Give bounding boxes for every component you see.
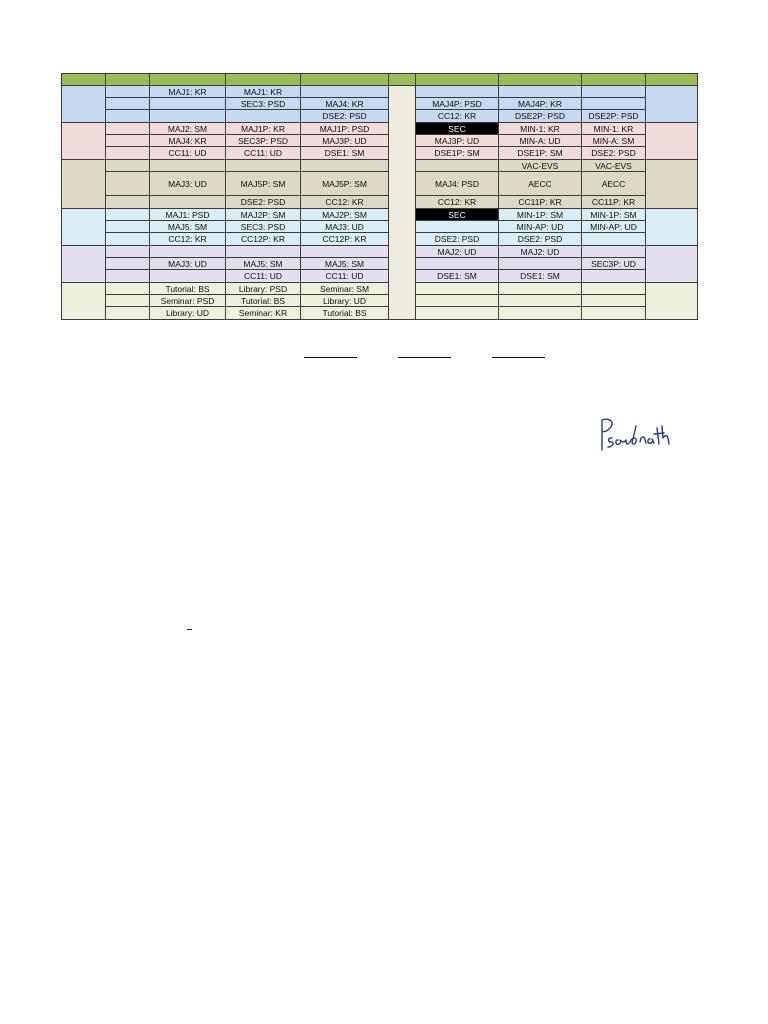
class-cell [106, 270, 150, 283]
end-cell [646, 160, 698, 209]
subject-cell: CC12P: KR [226, 233, 301, 246]
subject-cell: DSE2: PSD [301, 110, 389, 123]
subject-cell: MIN-1: KR [582, 123, 646, 135]
class-cell [106, 86, 150, 98]
signature-line-2 [398, 357, 451, 358]
subject-cell [499, 86, 582, 98]
header-cell-period-4 [416, 74, 499, 86]
class-cell [106, 160, 150, 172]
header-cell-period-3 [301, 74, 389, 86]
subject-cell: MAJ3P: UD [301, 135, 389, 147]
stray-mark [187, 629, 192, 630]
subject-cell [499, 283, 582, 295]
subject-cell: SEC3P: UD [582, 258, 646, 270]
table-row [62, 135, 698, 147]
subject-cell [416, 295, 499, 307]
routine-body [62, 74, 698, 320]
subject-cell: AECC [499, 172, 582, 196]
subject-cell: MIN-AP: UD [582, 221, 646, 233]
day-cell [62, 160, 106, 209]
recess-column [389, 74, 416, 86]
subject-cell: VAC-EVS [582, 160, 646, 172]
subject-cell: DSE2: PSD [226, 196, 301, 209]
subject-cell: Tutorial: BS [226, 295, 301, 307]
subject-cell: DSE2P: PSD [582, 110, 646, 123]
subject-cell: Seminar: PSD [150, 295, 226, 307]
class-cell [106, 258, 150, 270]
subject-cell [416, 307, 499, 320]
day-cell [62, 283, 106, 320]
subject-cell: SEC3: PSD [226, 98, 301, 110]
subject-cell [582, 98, 646, 110]
subject-cell: VAC-EVS [499, 160, 582, 172]
subject-cell [582, 270, 646, 283]
subject-cell: DSE1P: SM [416, 147, 499, 160]
header-cell-period-6 [582, 74, 646, 86]
subject-cell: MAJ5P: SM [301, 172, 389, 196]
subject-cell [226, 110, 301, 123]
subject-cell: AECC [582, 172, 646, 196]
subject-cell: Seminar: KR [226, 307, 301, 320]
handwritten-signature [596, 416, 700, 456]
subject-cell: MAJ2P: SM [301, 209, 389, 221]
end-cell [646, 283, 698, 320]
class-cell [106, 123, 150, 135]
subject-cell: DSE1: SM [499, 270, 582, 283]
class-cell [106, 110, 150, 123]
subject-cell: MAJ5: SM [226, 258, 301, 270]
class-cell [106, 221, 150, 233]
class-cell [106, 147, 150, 160]
subject-cell [226, 246, 301, 258]
subject-cell: DSE2: PSD [416, 233, 499, 246]
subject-cell: SEC [416, 209, 499, 221]
table-row [62, 233, 698, 246]
subject-cell [150, 196, 226, 209]
subject-cell: DSE2P: PSD [499, 110, 582, 123]
subject-cell: MAJ1: KR [150, 86, 226, 98]
subject-cell: MAJ4: KR [150, 135, 226, 147]
subject-cell: MAJ4P: PSD [416, 98, 499, 110]
subject-cell: SEC3P: PSD [226, 135, 301, 147]
subject-cell [416, 283, 499, 295]
class-cell [106, 209, 150, 221]
subject-cell: Tutorial: BS [150, 283, 226, 295]
table-row [62, 98, 698, 110]
header-cell-class [106, 74, 150, 86]
class-routine-table [61, 73, 698, 320]
subject-cell: MAJ4P: KR [499, 98, 582, 110]
subject-cell: Library: UD [301, 295, 389, 307]
subject-cell [301, 246, 389, 258]
subject-cell: CC11: UD [301, 270, 389, 283]
subject-cell [582, 246, 646, 258]
class-cell [106, 295, 150, 307]
subject-cell: MAJ3P: UD [416, 135, 499, 147]
subject-cell [416, 160, 499, 172]
subject-cell [301, 86, 389, 98]
subject-cell [499, 295, 582, 307]
subject-cell: Tutorial: BS [301, 307, 389, 320]
table-row [62, 209, 698, 221]
end-cell [646, 86, 698, 123]
subject-cell: MAJ2P: SM [226, 209, 301, 221]
subject-cell [582, 233, 646, 246]
class-cell [106, 233, 150, 246]
class-cell [106, 196, 150, 209]
header-row [62, 74, 698, 86]
table-row [62, 270, 698, 283]
table-row [62, 196, 698, 209]
table-row [62, 307, 698, 320]
header-cell-period-5 [499, 74, 582, 86]
subject-cell: DSE2: PSD [582, 147, 646, 160]
table-row [62, 110, 698, 123]
subject-cell: DSE1: SM [416, 270, 499, 283]
subject-cell: CC12: KR [416, 196, 499, 209]
subject-cell: DSE1P: SM [499, 147, 582, 160]
day-cell [62, 86, 106, 123]
subject-cell: MIN-1P: SM [582, 209, 646, 221]
subject-cell: DSE1: SM [301, 147, 389, 160]
subject-cell [416, 258, 499, 270]
subject-cell [226, 160, 301, 172]
header-cell-period-1 [150, 74, 226, 86]
subject-cell [301, 160, 389, 172]
subject-cell [582, 86, 646, 98]
subject-cell [150, 98, 226, 110]
subject-cell: Library: PSD [226, 283, 301, 295]
subject-cell: MAJ2: UD [416, 246, 499, 258]
table-row [62, 160, 698, 172]
subject-cell: Library: UD [150, 307, 226, 320]
class-cell [106, 246, 150, 258]
subject-cell: CC11: UD [226, 270, 301, 283]
subject-cell: MAJ5P: SM [226, 172, 301, 196]
table-row [62, 221, 698, 233]
table-row [62, 258, 698, 270]
subject-cell: MAJ3: UD [150, 172, 226, 196]
subject-cell: MAJ5: SM [150, 221, 226, 233]
table-row [62, 147, 698, 160]
subject-cell [416, 86, 499, 98]
subject-cell: MAJ3: UD [150, 258, 226, 270]
subject-cell: MAJ1: PSD [150, 209, 226, 221]
subject-cell: MIN-1P: SM [499, 209, 582, 221]
header-cell-period-2 [226, 74, 301, 86]
header-cell-end [646, 74, 698, 86]
subject-cell: MAJ3: UD [301, 221, 389, 233]
subject-cell: SEC [416, 123, 499, 135]
table-row [62, 246, 698, 258]
subject-cell [582, 295, 646, 307]
day-cell [62, 246, 106, 283]
subject-cell: CC11P: KR [499, 196, 582, 209]
subject-cell: MIN-A: SM [582, 135, 646, 147]
end-cell [646, 123, 698, 160]
table-row [62, 295, 698, 307]
class-cell [106, 98, 150, 110]
subject-cell [582, 283, 646, 295]
subject-cell: DSE2: PSD [499, 233, 582, 246]
subject-cell [499, 258, 582, 270]
subject-cell: Seminar: SM [301, 283, 389, 295]
subject-cell: CC12: KR [416, 110, 499, 123]
day-cell [62, 123, 106, 160]
class-cell [106, 307, 150, 320]
subject-cell [499, 307, 582, 320]
subject-cell: MIN-A: UD [499, 135, 582, 147]
end-cell [646, 209, 698, 246]
subject-cell: MAJ2: SM [150, 123, 226, 135]
table-row [62, 172, 698, 196]
subject-cell: MAJ5: SM [301, 258, 389, 270]
class-cell [106, 283, 150, 295]
subject-cell [150, 110, 226, 123]
table-row [62, 86, 698, 98]
subject-cell [582, 307, 646, 320]
subject-cell: MAJ2: UD [499, 246, 582, 258]
recess-column [389, 86, 416, 320]
subject-cell: MAJ1: KR [226, 86, 301, 98]
subject-cell: MAJ1P: PSD [301, 123, 389, 135]
subject-cell [150, 160, 226, 172]
subject-cell: CC12: KR [150, 233, 226, 246]
subject-cell: CC11: UD [226, 147, 301, 160]
subject-cell: MAJ1P: KR [226, 123, 301, 135]
table-row [62, 283, 698, 295]
subject-cell: MAJ4: PSD [416, 172, 499, 196]
subject-cell: CC12P: KR [301, 233, 389, 246]
class-cell [106, 135, 150, 147]
signature-line-1 [304, 357, 357, 358]
signature-line-3 [492, 357, 545, 358]
class-cell [106, 172, 150, 196]
table-row [62, 123, 698, 135]
subject-cell: CC11: UD [150, 147, 226, 160]
subject-cell [150, 270, 226, 283]
subject-cell: CC12: KR [301, 196, 389, 209]
subject-cell: MAJ4: KR [301, 98, 389, 110]
subject-cell: MIN-AP: UD [499, 221, 582, 233]
header-cell-day [62, 74, 106, 86]
subject-cell [416, 221, 499, 233]
subject-cell: SEC3: PSD [226, 221, 301, 233]
subject-cell: CC11P: KR [582, 196, 646, 209]
subject-cell: MIN-1: KR [499, 123, 582, 135]
end-cell [646, 246, 698, 283]
day-cell [62, 209, 106, 246]
subject-cell [150, 246, 226, 258]
